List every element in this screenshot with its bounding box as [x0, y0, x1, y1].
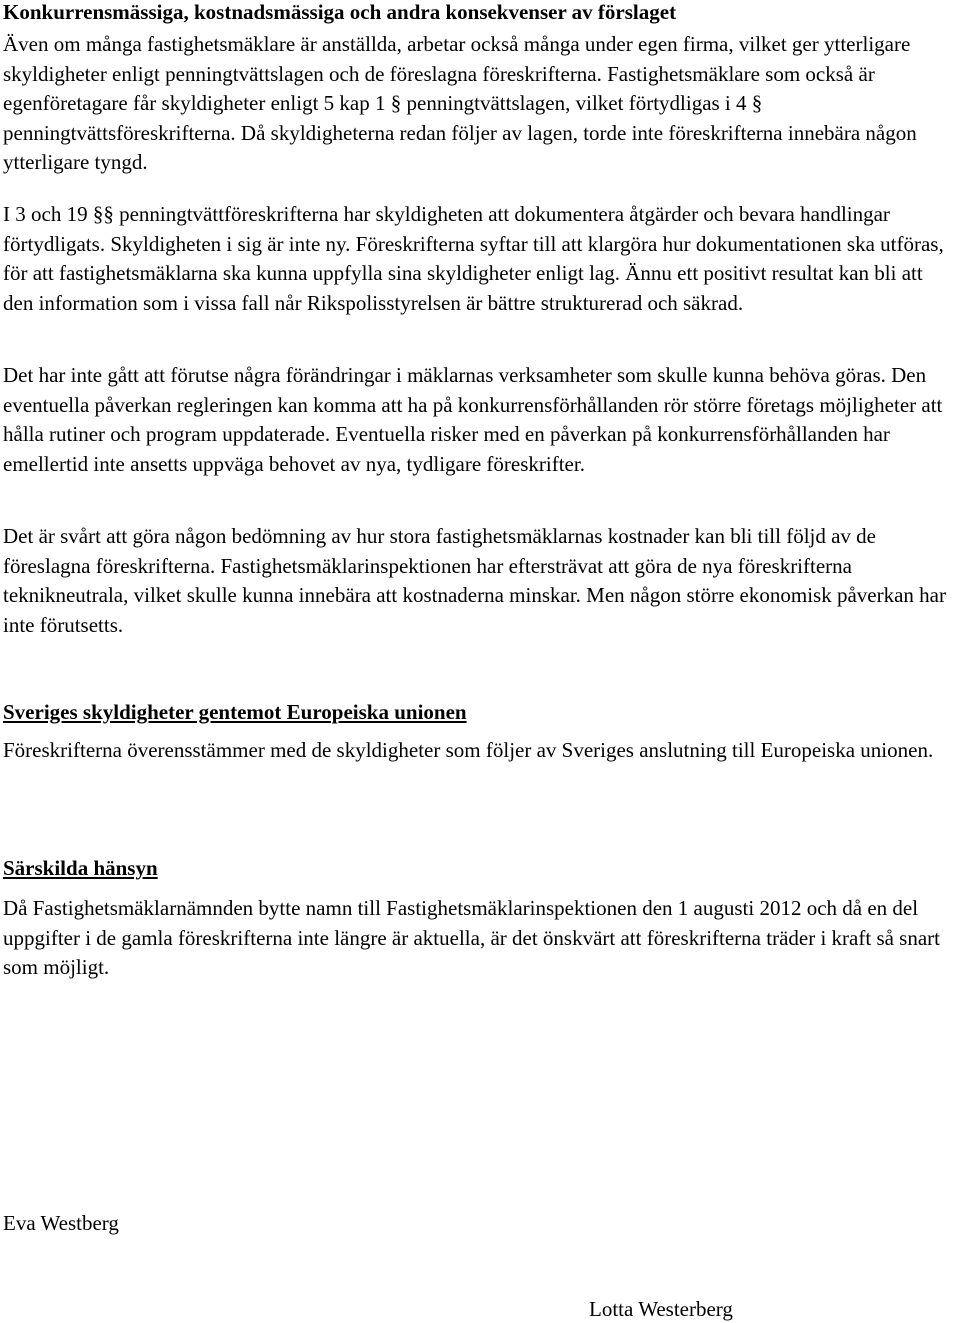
section-heading-consequences: Konkurrensmässiga, kostnadsmässiga och andra konsekvenser av förslaget	[3, 0, 677, 24]
signature-eva: Eva Westberg	[3, 1211, 119, 1235]
section-special	[3, 854, 957, 983]
paragraph-4-text: Det är svårt att göra någon bedömning av hur stora fastighetsmäklarnas kostnader kan bli till följd av de föreslagna föreskrifterna. Fastighetsmäklarinspektionen har eftersträvat att göra de nya föreskrifterna teknikneutrala, vilket skulle kunna innebära att kostnaderna minskar. Men någon större ekonomisk påverkan har inte förutsetts.	[3, 524, 946, 637]
paragraph-1-text: Även om många fastighetsmäklare är anställda, arbetar också många under egen firma, vilket ger ytterligare skyldigheter enligt penningtvättslagen och de föreslagna föreskrifterna. Fastighetsmäklare som också är egenföretagare får skyldigheter enligt 5 kap 1 § penningtvättslagen, vilket förtydligas i 4 § penningtvättsföreskrifterna. Då skyldigheterna redan följer av lagen, torde inte föreskrifterna innebära någon ytterligare tyngd.	[3, 32, 917, 174]
paragraph-3	[3, 361, 957, 479]
paragraph-2-text: I 3 och 19 §§ penningtvättföreskrifterna har skyldigheten att dokumentera åtgärder och bevara handlingar förtydligats. Skyldigheten i sig är inte ny. Föreskrifterna syftar till att klargöra hur dokumentationen ska utföras, för att fastighetsmäklarna ska kunna uppfylla sina skyldigheter enligt lag. Ännu ett positivt resultat kan bli att den information som i vissa fall når Rikspolisstyrelsen är bättre strukturerad och säkrad.	[3, 202, 944, 315]
section-heading-eu: Sveriges skyldigheter gentemot Europeiska unionen	[3, 700, 467, 724]
paragraph-2	[3, 200, 957, 318]
paragraph-1	[3, 30, 957, 178]
section-eu	[3, 698, 957, 766]
paragraph-4	[3, 522, 957, 640]
paragraph-special-text: Då Fastighetsmäklarnämnden bytte namn till Fastighetsmäklarinspektionen den 1 augusti 2012 och då en del uppgifter i de gamla föreskrifterna inte längre är aktuella, är det önskvärt att föreskrifterna träder i kraft så snart som möjligt.	[3, 896, 941, 979]
section-heading-special: Särskilda hänsyn	[3, 856, 158, 880]
signature-lotta: Lotta Westerberg	[589, 1297, 733, 1321]
paragraph-eu-text: Föreskrifterna överensstämmer med de skyldigheter som följer av Sveriges anslutning till Europeiska unionen.	[3, 738, 934, 762]
paragraph-3-text: Det har inte gått att förutse några förändringar i mäklarnas verksamheter som skulle kunna behöva göras. Den eventuella påverkan regleringen kan komma att ha på konkurrensförhållanden rör större företags möjligheter att hålla rutiner och program uppdaterade. Eventuella risker med en påverkan på konkurrensförhållanden har emellertid inte ansetts uppväga behovet av nya, tydligare föreskrifter.	[3, 363, 943, 476]
